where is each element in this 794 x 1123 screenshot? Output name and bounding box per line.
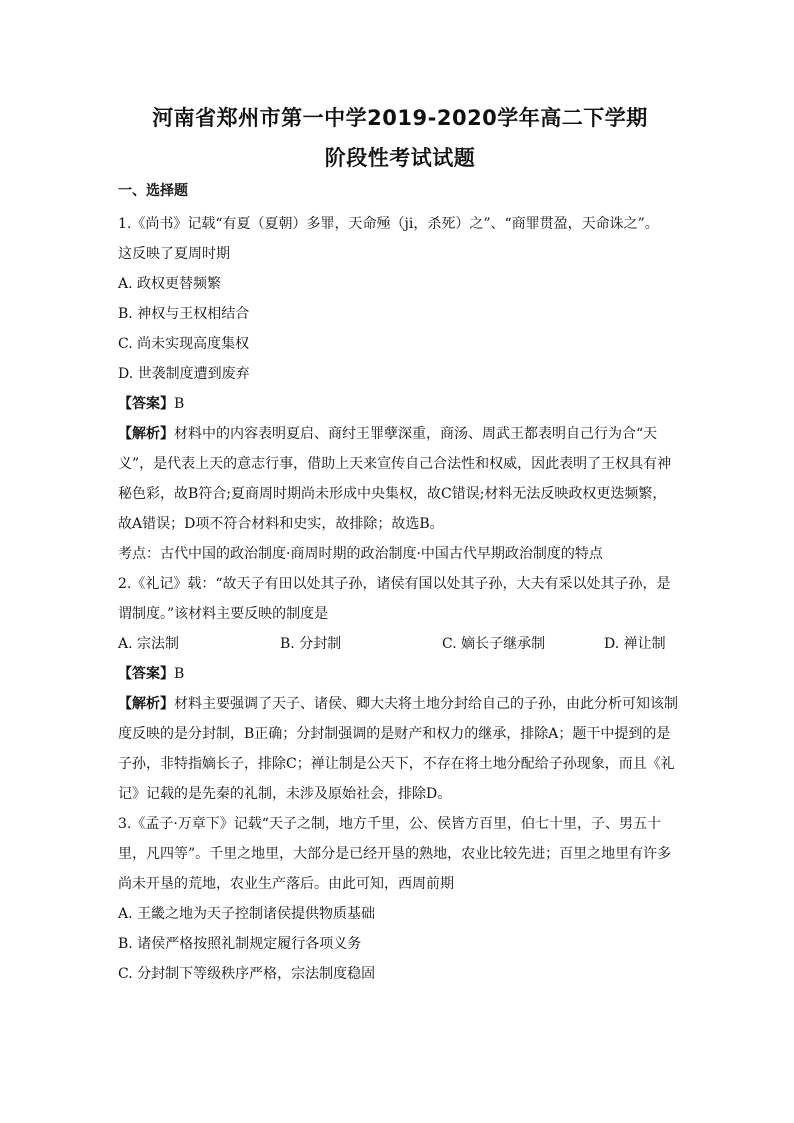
q1-option-d: D. 世袭制度遭到废弃: [118, 366, 250, 382]
q1-analysis-line3: 秘色彩，故B符合;夏商周时期尚未形成中央集权，故C错误;材料无法反映政权更迭频繁，: [118, 486, 667, 502]
q1-analysis-line2: 义”，是代表上天的意志行事，借助上天来宣传自己合法性和权威，因此表明了王权具有神: [118, 456, 672, 472]
q2-analysis-line2: 度反映的是分封制，B正确；分封制强调的是财产和权力的继承，排除A；题干中提到的是: [118, 726, 671, 742]
q1-kaodian: 考点：古代中国的政治制度·商周时期的政治制度·中国古代早期政治制度的特点: [118, 546, 603, 562]
q2-analysis-text1: 材料主要强调了天子、诸侯、卿大夫将土地分封给自己的子孙，由此分析可知该制: [174, 696, 678, 712]
document-title-line2: 阶段性考试试题: [324, 146, 476, 170]
q1-option-b: B. 神权与王权相结合: [118, 306, 250, 322]
q2-analysis-label: 【解析】: [118, 696, 174, 712]
document-title-line1: 河南省郑州市第一中学2019-2020学年高二下学期: [152, 106, 648, 130]
section-title: 一、选择题: [118, 183, 188, 199]
q2-option-b: B. 分封制: [280, 636, 342, 652]
q3-stem-line2: 里，凡四等”。千里之地里，大部分是已经开垦的熟地，农业比较先进；百里之地里有许多: [118, 846, 672, 862]
q3-option-a: A. 王畿之地为天子控制诸侯提供物质基础: [118, 906, 376, 922]
q1-analysis-line4: 故A错误；D项不符合材料和史实，故排除；故选B。: [118, 516, 444, 532]
q2-stem-line1: 2.《礼记》载：“故天子有田以处其子孙，诸侯有国以处其子孙，大夫有采以处其子孙，是: [118, 576, 671, 592]
q2-answer-value: B: [174, 666, 185, 682]
q1-analysis-line1: [118, 419, 682, 449]
q2-analysis-line4: 记》记载的是先秦的礼制，未涉及原始社会，排除D。: [118, 786, 452, 802]
q2-options-row: [118, 629, 682, 659]
q3-stem-line1: 3.《孟子·万章下》记载“天子之制，地方千里，公、侯皆方百里，伯七十里，子、男五十: [118, 816, 661, 832]
q2-option-d: D. 禅让制: [604, 636, 666, 652]
q2-answer-label: 【答案】: [118, 666, 174, 682]
q2-option-c: C. 嫡长子继承制: [442, 636, 546, 652]
question-3: [118, 809, 682, 989]
q2-option-a: A. 宗法制: [118, 636, 180, 652]
q2-stem-line2: 谓制度。”该材料主要反映的制度是: [118, 606, 329, 622]
q2-analysis-line3: 子孙，非特指嫡长子，排除C；禅让制是公天下，不存在将土地分配给子孙现象，而且《礼: [118, 756, 675, 772]
q2-answer: [118, 659, 682, 689]
q1-answer-value: B: [174, 396, 185, 412]
q1-option-c: C. 尚未实现高度集权: [118, 336, 250, 352]
q1-option-a: A. 政权更替频繁: [118, 276, 222, 292]
q1-stem-line2: 这反映了夏周时期: [118, 246, 230, 262]
q2-analysis-line1: [118, 689, 682, 719]
q1-analysis-text1: 材料中的内容表明夏启、商纣王罪孽深重，商汤、周武王都表明自己行为合“天: [174, 426, 658, 442]
q3-stem-line3: 尚未开垦的荒地，农业生产落后。由此可知，西周前期: [118, 876, 454, 892]
q1-answer-label: 【答案】: [118, 396, 174, 412]
q1-answer: [118, 389, 682, 419]
q1-analysis-label: 【解析】: [118, 426, 174, 442]
q1-stem-line1: 1.《尚书》记载“有夏（夏朝）多罪，天命殛（ji，杀死）之”、“商罪贯盈，天命诛之”。: [118, 216, 659, 232]
question-1: [118, 209, 682, 569]
question-2: [118, 569, 682, 809]
q3-option-c: C. 分封制下等级秩序严格，宗法制度稳固: [118, 966, 376, 982]
q3-option-b: B. 诸侯严格按照礼制规定履行各项义务: [118, 936, 362, 952]
